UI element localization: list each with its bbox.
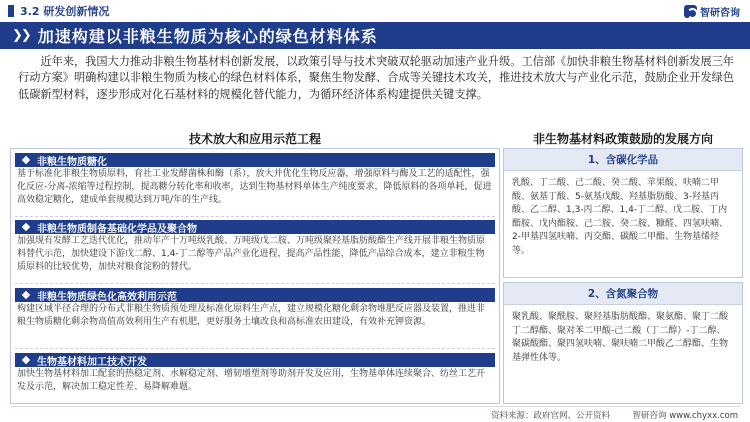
project-block-processing — [11, 353, 499, 394]
diamond-icon — [22, 291, 30, 299]
project-title: 生物基材料加工技术开发 — [37, 356, 147, 368]
diamond-icon — [22, 156, 30, 164]
direction-title: 2、含氮聚合物 — [587, 288, 659, 300]
divider — [15, 348, 495, 349]
footer — [0, 406, 750, 422]
demo-projects-panel — [10, 148, 500, 404]
logo-text: 智研咨询 — [700, 8, 740, 19]
project-title: 非粮生物质糖化 — [37, 156, 107, 168]
direction-title: 1、含碳化学品 — [587, 154, 659, 166]
project-description: 加强现有发酵工艺迭代优化，推动年产十万吨级乳酸、万吨级戊二胺、万吨级聚羟基脂肪酸酯生产线开展非粮生物质原料替代示范，加快建设下游戊二醇、1,4-丁二醇等产品产业化进程，提高产品性能，降低产品综合成本，建立非粮生物质原料的比较优势，加快对粮食淀粉的替代。 — [17, 236, 486, 272]
policy-directions-panel — [503, 148, 743, 404]
diamond-icon — [22, 223, 30, 231]
source-note: 资料来源：政府官网、公开资料 — [490, 411, 610, 421]
right-section-heading: 非生物基材料政策鼓励的发展方向 — [532, 132, 713, 146]
project-description: 加快生物基材料加工配套的热稳定剂、水解稳定剂、增韧增塑剂等助剂开发及应用，生物基单体连续聚合、纺丝工艺开发及示范，解决加工稳定性差、易降解难题。 — [17, 369, 486, 392]
logo-icon — [684, 5, 697, 18]
project-header — [15, 220, 495, 234]
divider — [15, 283, 495, 284]
headline-banner — [0, 22, 750, 49]
project-block-chemicals — [11, 220, 499, 274]
left-section-heading: 技术放大和应用示范工程 — [188, 132, 321, 146]
project-title: 非粮生物质制备基础化学品及聚合物 — [37, 223, 197, 235]
project-description: 基于标准化非粮生物质原料，育社工业发酵菌株和酶（系），放大并优化生物反应器，增强原料与酶及工艺的适配性，强化反应-分离-浓缩等过程控制，提高糖分转化率和收率，达到生物基材料单体生产纯度要求，降低原料的各项单耗，促进高效稳定糖化，建成单套规模达到万吨/年的生产线。 — [17, 169, 492, 205]
project-header — [15, 153, 495, 167]
section-label: 3.2 研发创新情况 — [20, 5, 110, 18]
brand-logo — [684, 4, 740, 19]
diamond-icon — [22, 356, 30, 364]
direction-header — [504, 149, 742, 171]
site-credit: 智研咨询 www.chyxx.com — [632, 411, 738, 421]
direction-list: 乳酸、丁二酸、己二酸、癸二酸、苹果酸、呋喃二甲酸、氨基丁酸、5-氨基戊酸、羟基脂肪酸、3-羟基丙酸、乙二醇、1,3-丙二醇、1,4-丁二醇、戊二胺、丁内酯胺、戊内酯胺、己二胺、癸二胺、糠醛、四氢呋喃、2-甲基四氢呋喃、丙交酯、碳酸二甲酯、生物基烯烃等。 — [512, 178, 729, 256]
project-block-green-utilization — [11, 288, 499, 329]
top-strip — [0, 0, 750, 22]
section-marker — [8, 5, 14, 17]
divider — [15, 216, 495, 217]
project-title: 非粮生物质绿色化高效利用示范 — [37, 291, 177, 303]
headline-title: 加速构建以非粮生物质为核心的绿色材料体系 — [37, 27, 378, 46]
project-block-saccharification — [11, 153, 499, 207]
project-header — [15, 288, 495, 302]
project-description: 构建区域半径合理的分布式非粮生物质预处理及标准化原料生产点，建立规模化糖化剩余物堆肥反应器及装置，推进非粮生物质糖化剩余物高值高效利用生产有机肥，更好服务土壤改良和高标准农田建设，有效补充钾资源。 — [17, 304, 486, 327]
direction-header — [504, 283, 742, 305]
footer-rule — [10, 406, 740, 407]
direction-block-chemicals — [503, 148, 743, 278]
intro-paragraph: 近年来，我国大力推动非粮生物基材料创新发展，以政策引导与技术突破双轮驱动加速产业升级。工信部《加快非粮生物基材料创新发展三年行动方案》明确构建以非粮生物质为核心的绿色材料体系，聚焦生物发酵、合成等关键技术攻关，推进技术放大与产业化示范，鼓励企业开发绿色低碳新型材料，逐步形成对化石基材料的规模化替代能力，为循环经济体系构建提供关键支撑。 — [18, 55, 735, 101]
double-chevron-icon: ❯❯ — [12, 28, 30, 43]
direction-list: 聚乳酸、聚酰胺、聚羟基脂肪酸酯、聚氨酯、聚丁二酸丁二醇酯、聚对苯二甲酸-己二酸（丁二醇）-丁二醇、聚碳酸酯、聚四氢呋喃、聚呋喃二甲酸乙二醇酯、生物基弹性体等。 — [512, 312, 729, 363]
direction-block-polymers — [503, 282, 743, 404]
project-header — [15, 353, 495, 367]
